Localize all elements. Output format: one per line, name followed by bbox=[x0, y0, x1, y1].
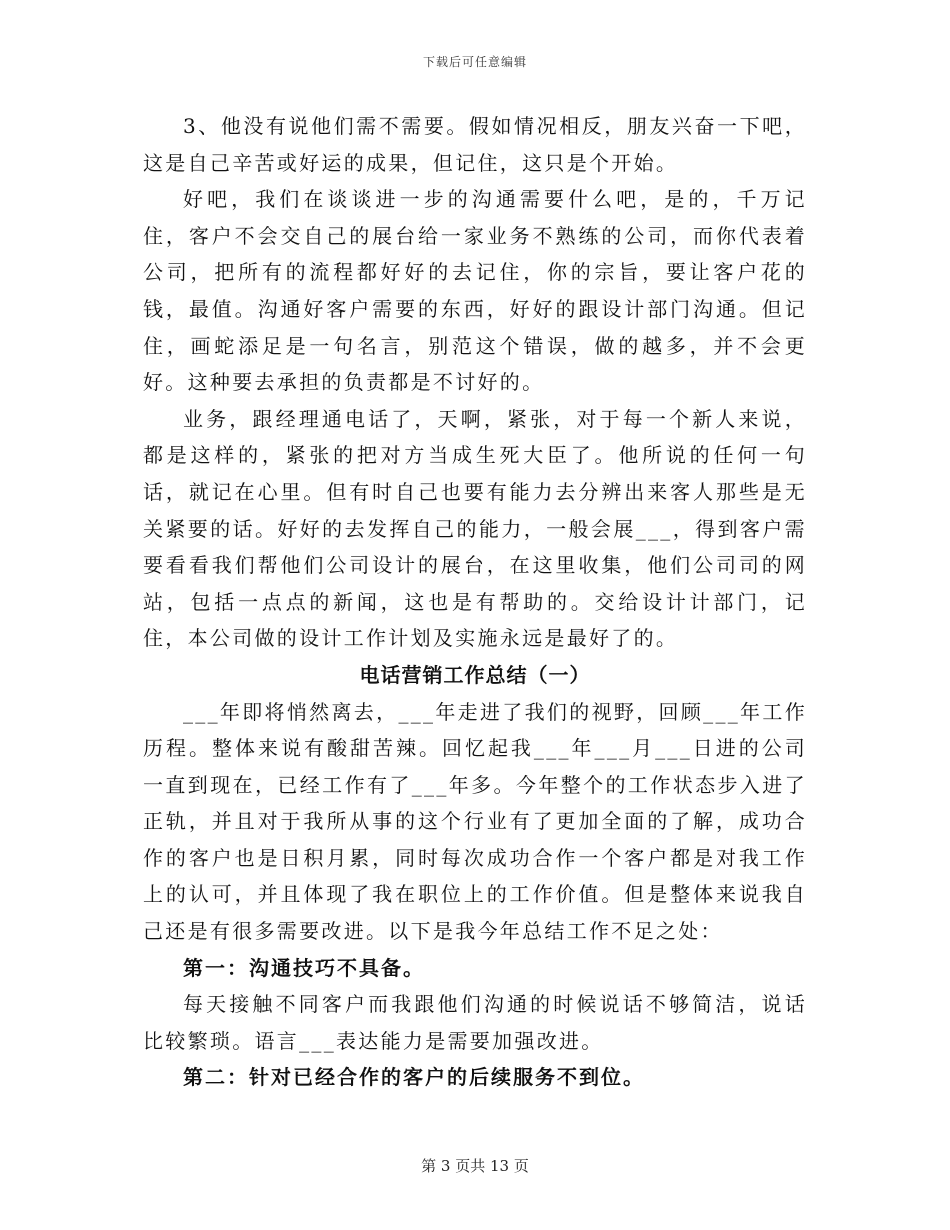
subheading-2: 第二：针对已经合作的客户的后续服务不到位。 bbox=[183, 1065, 645, 1090]
paragraph-2: 好吧，我们在谈谈进一步的沟通需要什么吧，是的，千万记住，客户不会交自己的展台给一家业务不熟练的公司，而你代表着公司，把所有的流程都好好的去记住，你的宗旨，要让客户花的钱，最值。沟通好客户需要的东西，好好的跟设计部门沟通。但记住，画蛇添足是一句名言，别范这个错误，做的越多，并不会更好。这种要去承担的负责都是不讨好的。 bbox=[143, 187, 807, 395]
page-header: 下载后可任意编辑 bbox=[422, 55, 527, 69]
paragraph-4: ___年即将悄然离去，___年走进了我们的视野，回顾___年工作历程。整体来说有酸甜苦辣。回忆起我___年___月___日进的公司一直到现在，已经工作有了___年多。今年整个的工作状态步入进了正轨，并且对于我所从事的这个行业有了更加全面的了解，成功合作的客户也是日积月累，同时每次成功合作一个客户都是对我工作上的认可，并且体现了我在职位上的工作价值。但是整体来说我自己还是有很多需要改进。以下是我今年总结工作不足之处： bbox=[143, 699, 807, 944]
paragraph-3: 业务，跟经理通电话了，天啊，紧张，对于每一个新人来说，都是这样的，紧张的把对方当成生死大臣了。他所说的任何一句话，就记在心里。但有时自己也要有能力去分辨出来客人那些是无关紧要的话。好好的去发挥自己的能力，一般会展___，得到客户需要看看我们帮他们公司设计的展台，在这里收集，他们公司司的网站，包括一点点的新闻，这也是有帮助的。交给设计计部门，记住，本公司做的设计工作计划及实施永远是最好了的。 bbox=[143, 406, 807, 651]
paragraph-1: 3、他没有说他们需不需要。假如情况相反，朋友兴奋一下吧，这是自己辛苦或好运的成果，但记住，这只是个开始。 bbox=[143, 114, 807, 175]
section-title: 电话营销工作总结（一） bbox=[359, 662, 591, 687]
document-body bbox=[143, 108, 807, 1096]
paragraph-5: 每天接触不同客户而我跟他们沟通的时候说话不够简洁，说话比较繁琐。语言___表达能力是需要加强改进。 bbox=[143, 992, 807, 1053]
page-footer: 第 3 页共 13 页 bbox=[421, 1157, 529, 1175]
subheading-1: 第一：沟通技巧不具备。 bbox=[183, 955, 425, 980]
